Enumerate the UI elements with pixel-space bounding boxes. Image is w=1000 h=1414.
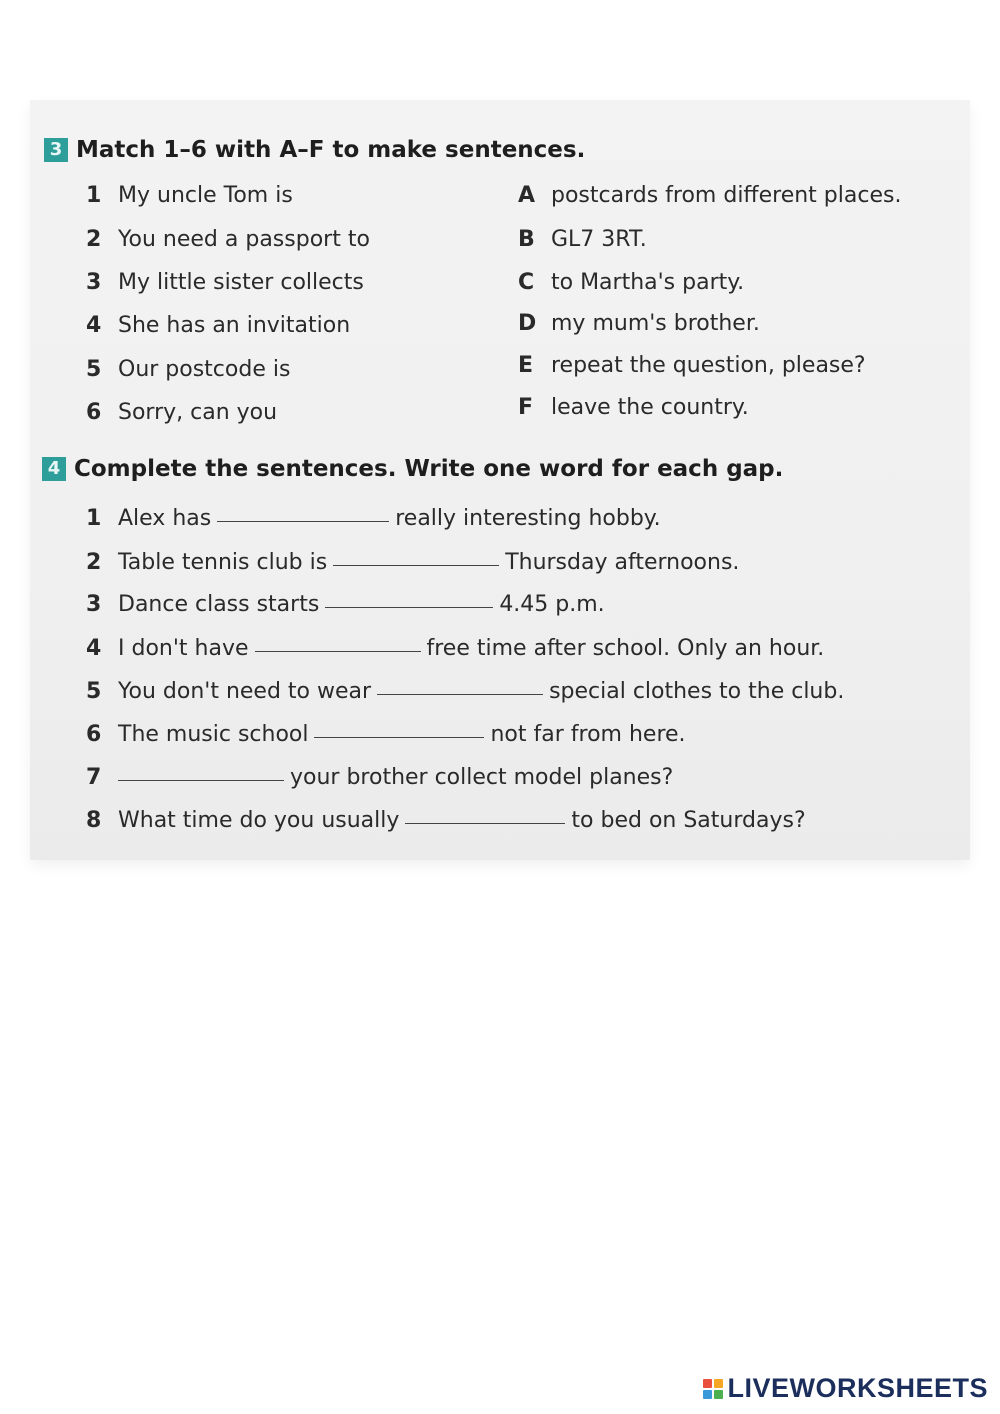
item-text: My little sister collects: [118, 270, 364, 295]
answer-gap[interactable]: [377, 693, 543, 695]
item-number: 2: [86, 550, 102, 575]
match-right-item: [518, 183, 901, 208]
item-number: 2: [86, 227, 102, 252]
gap-fill-item: [86, 808, 806, 833]
exercise-3-heading: [44, 137, 585, 163]
match-left-item: [86, 313, 350, 338]
answer-gap[interactable]: [314, 736, 484, 738]
item-text: repeat the question, please?: [551, 353, 866, 378]
item-letter: A: [518, 183, 536, 208]
match-right-item: [518, 353, 866, 378]
gap-fill-item: [86, 550, 739, 575]
match-right-item: [518, 311, 760, 336]
gap-fill-item: [86, 765, 673, 790]
item-number: 1: [86, 183, 102, 208]
item-text: my mum's brother.: [551, 311, 760, 336]
gap-fill-item: [86, 592, 605, 617]
item-number: 4: [86, 636, 102, 661]
gap-fill-item: [86, 506, 661, 531]
gap-fill-item: [86, 636, 824, 661]
match-left-item: [86, 400, 277, 425]
item-number: 4: [86, 313, 102, 338]
liveworksheets-grid-icon: [703, 1379, 723, 1399]
answer-gap[interactable]: [333, 564, 499, 566]
answer-gap[interactable]: [217, 520, 389, 522]
text-after-gap: Thursday afternoons.: [505, 550, 740, 575]
match-left-item: [86, 270, 364, 295]
text-after-gap: really interesting hobby.: [395, 506, 661, 531]
item-letter: C: [518, 270, 535, 295]
item-number: 8: [86, 808, 102, 833]
exercise-instruction: Match 1–6 with A–F to make sentences.: [76, 137, 586, 163]
item-number: 1: [86, 506, 102, 531]
item-number: 7: [86, 765, 102, 790]
item-number: 5: [86, 357, 102, 382]
item-text: to Martha's party.: [551, 270, 745, 295]
gap-fill-item: [86, 722, 686, 747]
item-text: Sorry, can you: [118, 400, 278, 425]
text-after-gap: special clothes to the club.: [549, 679, 845, 704]
item-text: She has an invitation: [118, 313, 351, 338]
answer-gap[interactable]: [325, 606, 493, 608]
item-text: postcards from different places.: [551, 183, 902, 208]
item-text: leave the country.: [551, 395, 749, 420]
text-before-gap: The music school: [118, 722, 309, 747]
text-before-gap: I don't have: [118, 636, 249, 661]
text-before-gap: What time do you usually: [118, 808, 400, 833]
text-before-gap: Dance class starts: [118, 592, 320, 617]
item-letter: D: [518, 311, 537, 336]
item-text: Our postcode is: [118, 357, 291, 382]
item-letter: B: [518, 227, 535, 252]
text-after-gap: free time after school. Only an hour.: [426, 636, 825, 661]
gap-fill-item: [86, 679, 844, 704]
match-left-item: [86, 357, 290, 382]
text-after-gap: your brother collect model planes?: [290, 765, 674, 790]
exercise-instruction: Complete the sentences. Write one word for each gap.: [74, 456, 784, 482]
item-number: 3: [86, 270, 102, 295]
exercise-number-badge: 4: [42, 457, 66, 481]
answer-gap[interactable]: [255, 650, 421, 652]
item-number: 3: [86, 592, 102, 617]
text-after-gap: not far from here.: [490, 722, 686, 747]
exercise-4-heading: [42, 456, 783, 482]
match-left-item: [86, 183, 293, 208]
match-right-item: [518, 227, 647, 252]
liveworksheets-logo[interactable]: [703, 1373, 988, 1404]
text-before-gap: You don't need to wear: [118, 679, 372, 704]
item-number: 6: [86, 400, 102, 425]
item-text: My uncle Tom is: [118, 183, 293, 208]
answer-gap[interactable]: [118, 779, 284, 781]
item-number: 6: [86, 722, 102, 747]
exercise-number-badge: 3: [44, 138, 68, 162]
text-before-gap: Table tennis club is: [118, 550, 328, 575]
text-after-gap: 4.45 p.m.: [499, 592, 605, 617]
item-number: 5: [86, 679, 102, 704]
text-before-gap: Alex has: [118, 506, 212, 531]
item-text: GL7 3RT.: [551, 227, 647, 252]
item-letter: F: [518, 395, 534, 420]
match-right-item: [518, 395, 749, 420]
item-letter: E: [518, 353, 534, 378]
answer-gap[interactable]: [405, 822, 565, 824]
match-left-item: [86, 227, 370, 252]
text-after-gap: to bed on Saturdays?: [571, 808, 806, 833]
item-text: You need a passport to: [118, 227, 370, 252]
logo-text: LIVEWORKSHEETS: [727, 1373, 988, 1403]
match-right-item: [518, 270, 744, 295]
